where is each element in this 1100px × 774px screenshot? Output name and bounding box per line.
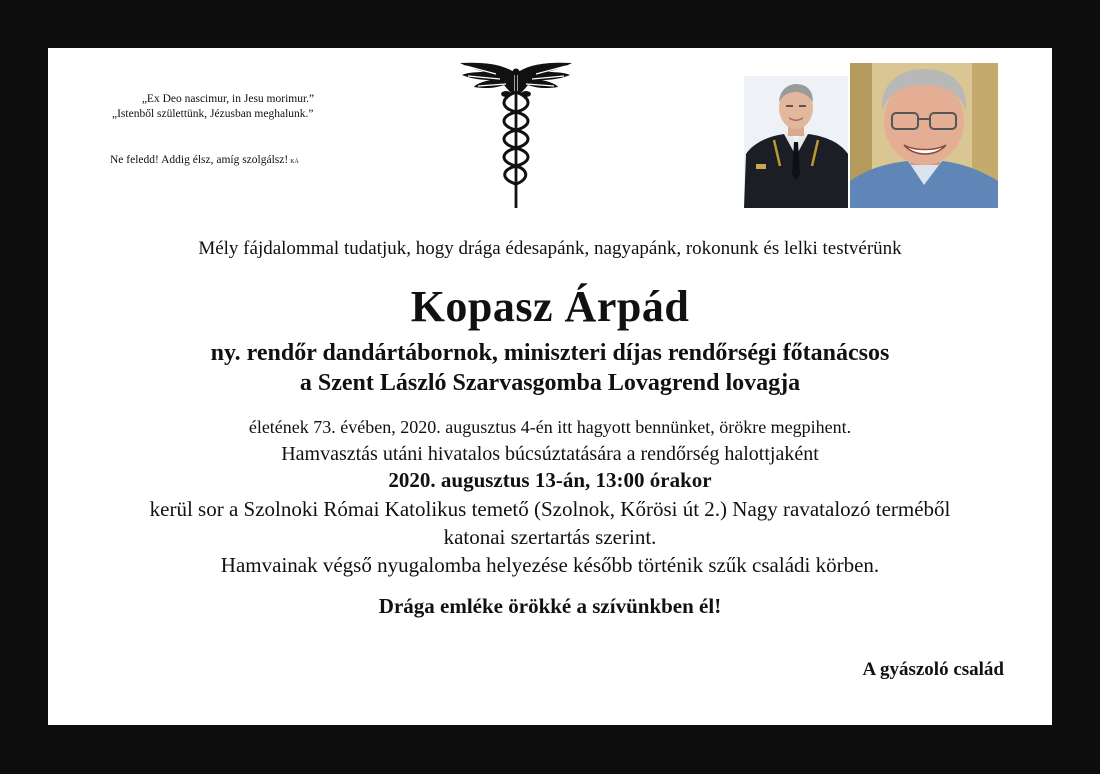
uniform-portrait-photo: [744, 76, 848, 208]
hungarian-quote: „Istenből születtünk, Jézusban meghalunk.”: [112, 108, 314, 120]
ceremony-text: Hamvasztás utáni hivatalos búcsúztatására a rendőrség halottjaként: [281, 443, 819, 465]
winged-caduceus-icon: [456, 60, 576, 212]
order-title: a Szent László Szarvasgomba Lovagrend lovagja: [299, 370, 801, 396]
family-signature: A gyászoló család: [862, 659, 1004, 680]
ceremony-type: katonai szertartás szerint.: [443, 525, 657, 549]
rank-title: ny. rendőr dandártábornok, miniszteri díjas rendőrségi főtanácsos: [210, 340, 890, 366]
intro-text: Mély fájdalommal tudatjuk, hogy drága édesapánk, nagyapánk, rokonunk és lelki testvérünk: [198, 238, 902, 259]
motto: [110, 154, 299, 166]
motto-text: Ne feledd! Addig élsz, amíg szolgálsz!: [110, 154, 289, 166]
motto-initials: KÁ: [290, 159, 299, 165]
death-details: életének 73. évében, 2020. augusztus 4-én itt hagyott bennünket, örökre megpihent.: [248, 417, 852, 437]
memory-text: Drága emléke örökké a szívünkben él!: [378, 594, 722, 618]
obituary-card: [48, 48, 1052, 725]
deceased-name: Kopasz Árpád: [410, 282, 690, 331]
ashes-text: Hamvainak végső nyugalomba helyezése később történik szűk családi körben.: [220, 553, 880, 577]
ceremony-date: 2020. augusztus 13-án, 13:00 órakor: [388, 468, 712, 492]
latin-quote: „Ex Deo nascimur, in Jesu morimur.”: [141, 93, 315, 105]
smiling-portrait-photo: [850, 63, 998, 208]
ceremony-location: kerül sor a Szolnoki Római Katolikus temető (Szolnok, Kőrösi út 2.) Nagy ravatalozó terméből: [149, 497, 951, 521]
